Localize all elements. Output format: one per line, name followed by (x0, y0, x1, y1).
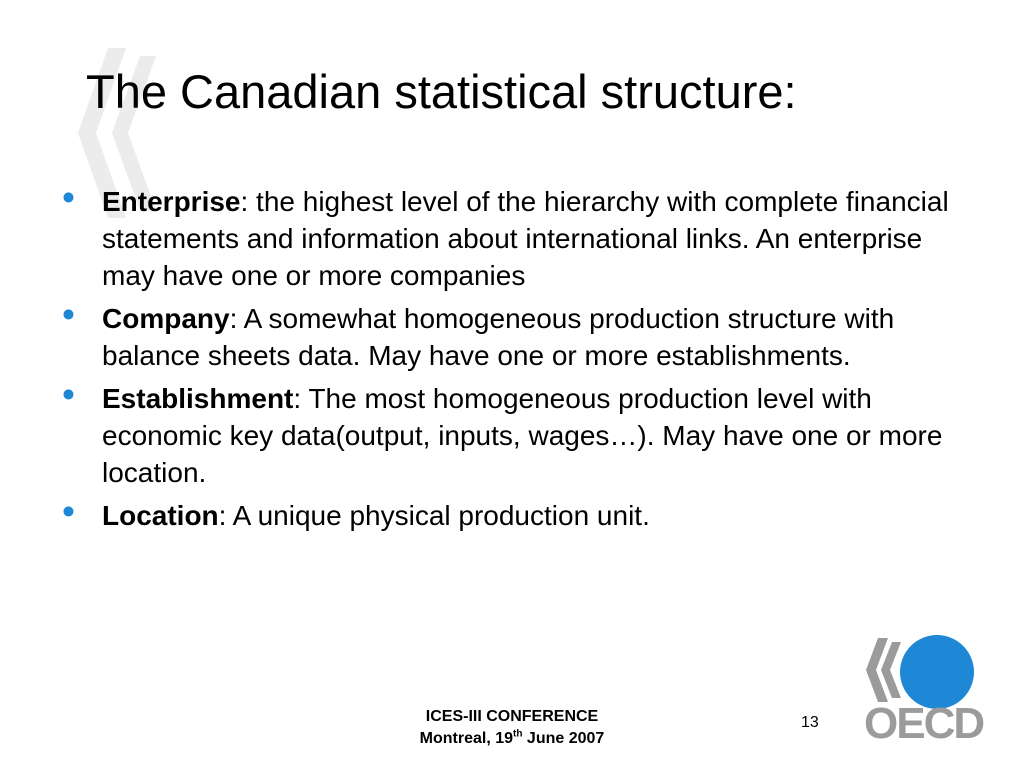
oecd-logo-text: OECD (864, 699, 984, 748)
bullet-dot-icon: • (62, 294, 75, 335)
bullet-text: : A unique physical production unit. (218, 500, 650, 531)
conference-name: ICES-III CONFERENCE (425, 708, 599, 725)
bullet-item-company (62, 294, 962, 374)
page-number: 13 (801, 714, 819, 731)
conference-location-date: Montreal, 19th June 2007 (419, 728, 605, 747)
slide-title: The Canadian statistical structure: (86, 65, 797, 118)
bullet-term: Enterprise (102, 186, 241, 217)
bullet-item-enterprise (62, 177, 962, 294)
bullet-list (62, 177, 962, 540)
bullet-dot-icon: • (62, 374, 75, 415)
bullet-term: Company (102, 303, 230, 334)
bullet-text: : The most homogeneous production level with economic key data(output, inputs, wages…). May have one or more location. (102, 383, 943, 488)
bullet-text: : A somewhat homogeneous production structure with balance sheets data. May have one or more establishments. (102, 303, 895, 371)
bullet-term: Establishment (102, 383, 294, 414)
bullet-dot-icon: • (62, 177, 75, 218)
bullet-dot-icon: • (62, 491, 75, 532)
bullet-term: Location (102, 500, 219, 531)
bullet-item-establishment (62, 374, 962, 491)
bullet-text: : the highest level of the hierarchy with complete financial statements and information about international links. An enterprise may have one or more companies (102, 186, 949, 291)
footer-conference (380, 706, 644, 750)
bullet-item-location (62, 491, 962, 534)
